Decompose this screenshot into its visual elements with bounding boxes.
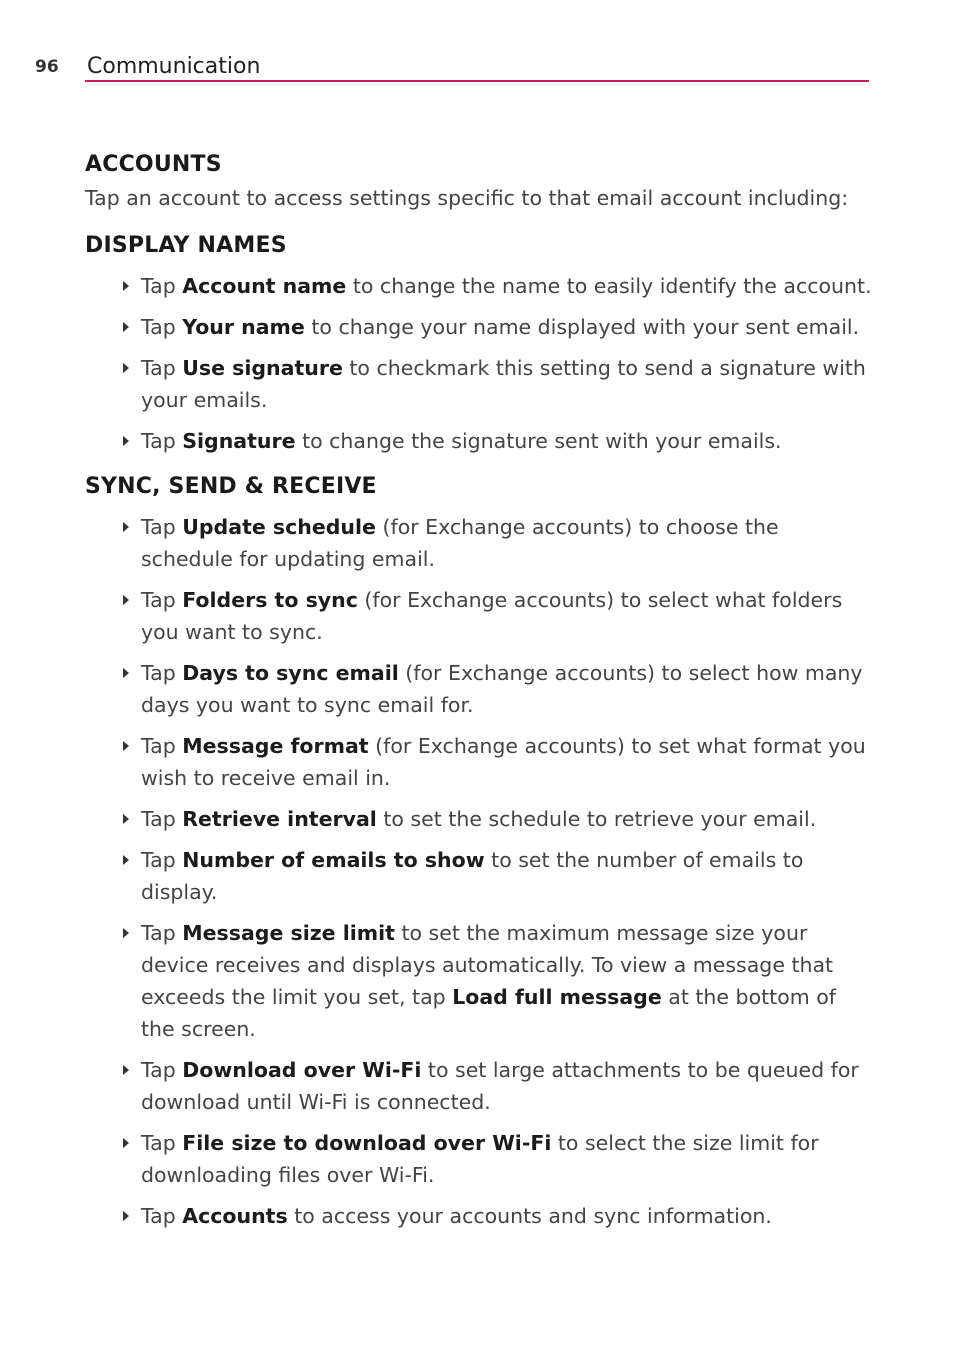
display-names-heading: DISPLAY NAMES — [85, 233, 287, 258]
list-item: Tap Signature to change the signature sent with your emails. — [85, 425, 875, 457]
setting-term: Your name — [182, 315, 305, 339]
list-item: Tap Use signature to checkmark this setting to send a signature with your emails. — [85, 352, 875, 416]
list-item: Tap Folders to sync (for Exchange accounts) to select what folders you want to sync. — [85, 584, 875, 648]
bullet-arrow-icon — [123, 595, 129, 605]
list-item: Tap Days to sync email (for Exchange accounts) to select how many days you want to sync email for. — [85, 657, 875, 721]
bullet-arrow-icon — [123, 1138, 129, 1148]
setting-term: Signature — [182, 429, 296, 453]
setting-term: Load full message — [452, 985, 662, 1009]
bullet-arrow-icon — [123, 928, 129, 938]
accounts-intro: Tap an account to access settings specific to that email account including: — [85, 186, 849, 210]
header-rule — [85, 80, 869, 82]
accounts-heading: ACCOUNTS — [85, 152, 222, 177]
bullet-arrow-icon — [123, 668, 129, 678]
bullet-arrow-icon — [123, 1211, 129, 1221]
bullet-arrow-icon — [123, 1065, 129, 1075]
display-names-list — [85, 270, 875, 457]
page-content — [85, 148, 875, 1232]
page-number: 96 — [35, 57, 59, 77]
bullet-arrow-icon — [123, 741, 129, 751]
setting-term: Update schedule — [182, 515, 376, 539]
bullet-arrow-icon — [123, 281, 129, 291]
bullet-arrow-icon — [123, 436, 129, 446]
bullet-arrow-icon — [123, 855, 129, 865]
list-item: Tap Retrieve interval to set the schedule to retrieve your email. — [85, 803, 875, 835]
sync-heading: SYNC, SEND & RECEIVE — [85, 474, 377, 499]
bullet-arrow-icon — [123, 522, 129, 532]
setting-term: Message format — [182, 734, 369, 758]
list-item: Tap Number of emails to show to set the number of emails to display. — [85, 844, 875, 908]
list-item: Tap Message size limit to set the maximum message size your device receives and displays automatically. To view a message that exceeds the limit you set, tap Load full message at the bottom of the screen. — [85, 917, 875, 1045]
setting-term: Folders to sync — [182, 588, 358, 612]
bullet-arrow-icon — [123, 322, 129, 332]
list-item: Tap Download over Wi-Fi to set large attachments to be queued for download until Wi-Fi is connected. — [85, 1054, 875, 1118]
setting-term: Accounts — [182, 1204, 288, 1228]
bullet-arrow-icon — [123, 814, 129, 824]
list-item: Tap Message format (for Exchange accounts) to set what format you wish to receive email in. — [85, 730, 875, 794]
setting-term: Number of emails to show — [182, 848, 485, 872]
setting-term: Account name — [182, 274, 347, 298]
setting-term: Message size limit — [182, 921, 395, 945]
list-item: Tap Your name to change your name displayed with your sent email. — [85, 311, 875, 343]
sync-list — [85, 511, 875, 1232]
setting-term: Use signature — [182, 356, 343, 380]
list-item: Tap Account name to change the name to easily identify the account. — [85, 270, 875, 302]
setting-term: Days to sync email — [182, 661, 399, 685]
setting-term: Download over Wi-Fi — [182, 1058, 422, 1082]
list-item: Tap Accounts to access your accounts and sync information. — [85, 1200, 875, 1232]
bullet-arrow-icon — [123, 363, 129, 373]
running-head: Communication — [87, 54, 261, 79]
list-item: Tap Update schedule (for Exchange accounts) to choose the schedule for updating email. — [85, 511, 875, 575]
setting-term: File size to download over Wi-Fi — [182, 1131, 552, 1155]
list-item: Tap File size to download over Wi-Fi to select the size limit for downloading files over Wi-Fi. — [85, 1127, 875, 1191]
setting-term: Retrieve interval — [182, 807, 377, 831]
